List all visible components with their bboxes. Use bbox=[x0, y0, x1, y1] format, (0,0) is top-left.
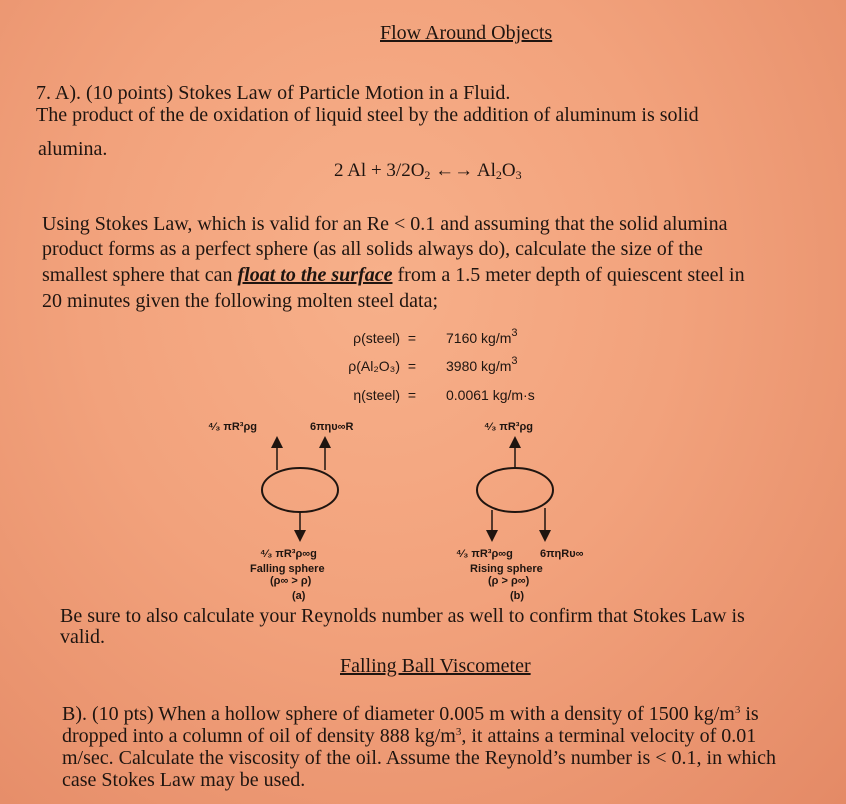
data-label-steel-density: ρ(steel) = bbox=[353, 330, 416, 346]
problem-text-line: product forms as a perfect sphere (as all solids always do), calculate the size of the bbox=[42, 238, 703, 260]
figure-tag-a: (a) bbox=[292, 590, 306, 602]
problem-text-line: The product of the de oxidation of liquid steel by the addition of aluminum is solid bbox=[36, 104, 699, 126]
data-value-alumina-density: 3980 $kg/m^3$ bbox=[446, 355, 518, 374]
chemical-equation: 2 $Al + 3/2O_2$ ←→ $Al_2O_3$ bbox=[334, 160, 522, 182]
label-gravity-force-a: ⁴⁄₃ πR³ρ∞g bbox=[260, 548, 317, 560]
label-drag-force-a: 6πηυ∞R bbox=[310, 421, 354, 433]
question-header: 7. A). (10 points) Stokes Law of Particle Motion in a Fluid. bbox=[36, 82, 511, 104]
figure-tag-b: (b) bbox=[510, 590, 525, 602]
rising-sphere-shape bbox=[477, 468, 553, 512]
problem-text-line: m/sec. Calculate the viscosity of the oil. Assume the Reynold’s number is < 0.1, in which bbox=[62, 747, 776, 769]
problem-text-line: dropped into a column of oil of density 888 $kg/m^3$, it attains a terminal velocity of 0.01 bbox=[62, 725, 757, 747]
data-value-steel-density: 7160 $kg/m^3$ bbox=[446, 327, 518, 346]
section-subheading: Falling Ball Viscometer bbox=[340, 655, 531, 677]
rising-sphere-caption: Rising sphere bbox=[470, 563, 543, 575]
problem-text-line: 20 minutes given the following molten steel data; bbox=[42, 290, 439, 312]
problem-text-line: Using Stokes Law, which is valid for an Re < 0.1 and assuming that the solid alumina bbox=[42, 213, 728, 235]
data-label-steel-viscosity: η(steel) = bbox=[353, 387, 416, 403]
problem-text-line: case Stokes Law may be used. bbox=[62, 769, 306, 791]
label-gravity-force-b: ⁴⁄₃ πR³ρ∞g bbox=[456, 548, 513, 560]
problem-text-line: alumina. bbox=[38, 138, 108, 160]
falling-sphere-shape bbox=[262, 468, 338, 512]
data-value-steel-viscosity: 0.0061 kg/m·s bbox=[446, 387, 535, 403]
problem-text-line: B). (10 pts) When a hollow sphere of diameter 0.005 m with a density of 1500 $kg/m^3$ is bbox=[62, 703, 759, 725]
label-buoyancy-force-a: ⁴⁄₃ πR³ρg bbox=[208, 421, 257, 433]
emphasized-phrase: float to the surface bbox=[237, 264, 393, 286]
page-title: Flow Around Objects bbox=[380, 22, 553, 44]
label-drag-force-b: 6πηRυ∞ bbox=[540, 548, 584, 560]
rising-sphere-condition: (ρ > ρ∞) bbox=[488, 575, 530, 587]
falling-sphere-condition: (ρ∞ > ρ) bbox=[270, 575, 312, 587]
problem-text-line: Be sure to also calculate your Reynolds number as well to confirm that Stokes Law is bbox=[60, 605, 745, 627]
problem-text-line: valid. bbox=[60, 626, 105, 648]
equilibrium-arrow: ←→ bbox=[435, 160, 474, 181]
problem-text-line: smallest sphere that can float to the surface from a 1.5 meter depth of quiescent steel in bbox=[42, 264, 745, 286]
falling-sphere-caption: Falling sphere bbox=[250, 563, 325, 575]
data-label-alumina-density: ρ(Al₂O₃) = bbox=[348, 358, 416, 374]
label-buoyancy-force-b: ⁴⁄₃ πR³ρg bbox=[484, 421, 533, 433]
